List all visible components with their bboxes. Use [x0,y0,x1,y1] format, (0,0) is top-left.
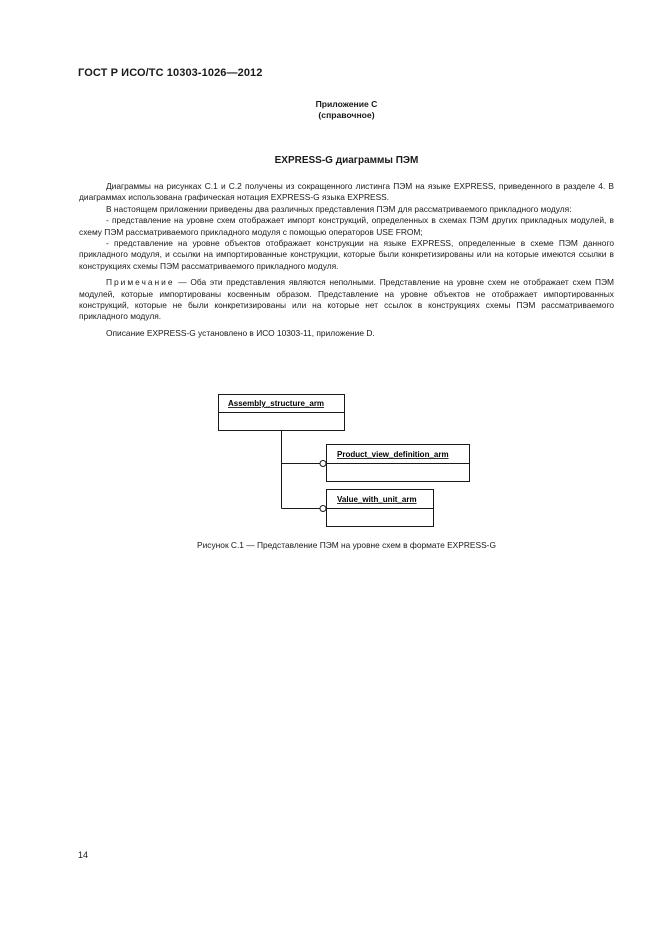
document-header: ГОСТ Р ИСО/ТС 10303-1026—2012 [78,67,263,79]
note-label: Примечание [106,277,175,288]
schema-connectors [282,431,327,512]
connector-end-circle [320,461,326,467]
paragraph: В настоящем приложении приведены два различных представления ПЭМ для рассматриваемого прикладного модуля: [106,203,572,214]
paragraph: - представление на уровне схем отображает импорт конструкций, определенных в схемах ПЭМ других прикладных модулей, в схему ПЭМ рассматриваемого прикладного модуля с помощью операторов USE FROM; [79,215,614,237]
schema-label: Product_view_definition_arm [337,450,449,459]
connector-end-circle [320,506,326,512]
schema-box-value-with-unit [327,490,434,527]
reference-paragraph: Описание EXPRESS-G установлено в ИСО 10303-11, приложение D. [106,327,375,338]
paragraph: Диаграммы на рисунках С.1 и С.2 получены из сокращенного листинга ПЭМ на языке EXPRESS, приведенного в разделе 4. В диаграммах использована графическая нотация EXPRESS-G языка EXPRESS. [79,181,614,203]
annex-title: Приложение С [315,99,378,109]
schema-label: Assembly_structure_arm [228,399,325,408]
schema-label: Value_with_unit_arm [337,495,417,504]
note-text: — Оба эти представления являются неполными. Представление на уровне схем не отображает схем ПЭМ модулей, которые импортированы косвенным образом. Представление на уровне объектов не отображает импортированных конструкций, которые не были конкретизированы или на которые нет ссылок в конструкциях схемы ПЭМ рассматриваемого прикладного модуля. [79,277,614,322]
page-number: 14 [78,850,89,860]
figure-caption: Рисунок С.1 — Представление ПЭМ на уровне схем в формате EXPRESS-G [197,540,496,550]
annex-subtitle: (справочное) [318,110,375,120]
paragraph: - представление на уровне объектов отображает конструкции на языке EXPRESS, определенные в схеме ПЭМ данного прикладного модуля, и ссылки на импортированные конструкции, которые были конкретизированы или на которые имеются ссылки в конструкциях схемы ПЭМ рассматриваемого прикладного модуля. [79,238,614,271]
schema-box-assembly-structure [219,395,345,431]
schema-box-product-view-definition [327,445,470,482]
section-title: EXPRESS-G диаграммы ПЭМ [274,155,419,166]
